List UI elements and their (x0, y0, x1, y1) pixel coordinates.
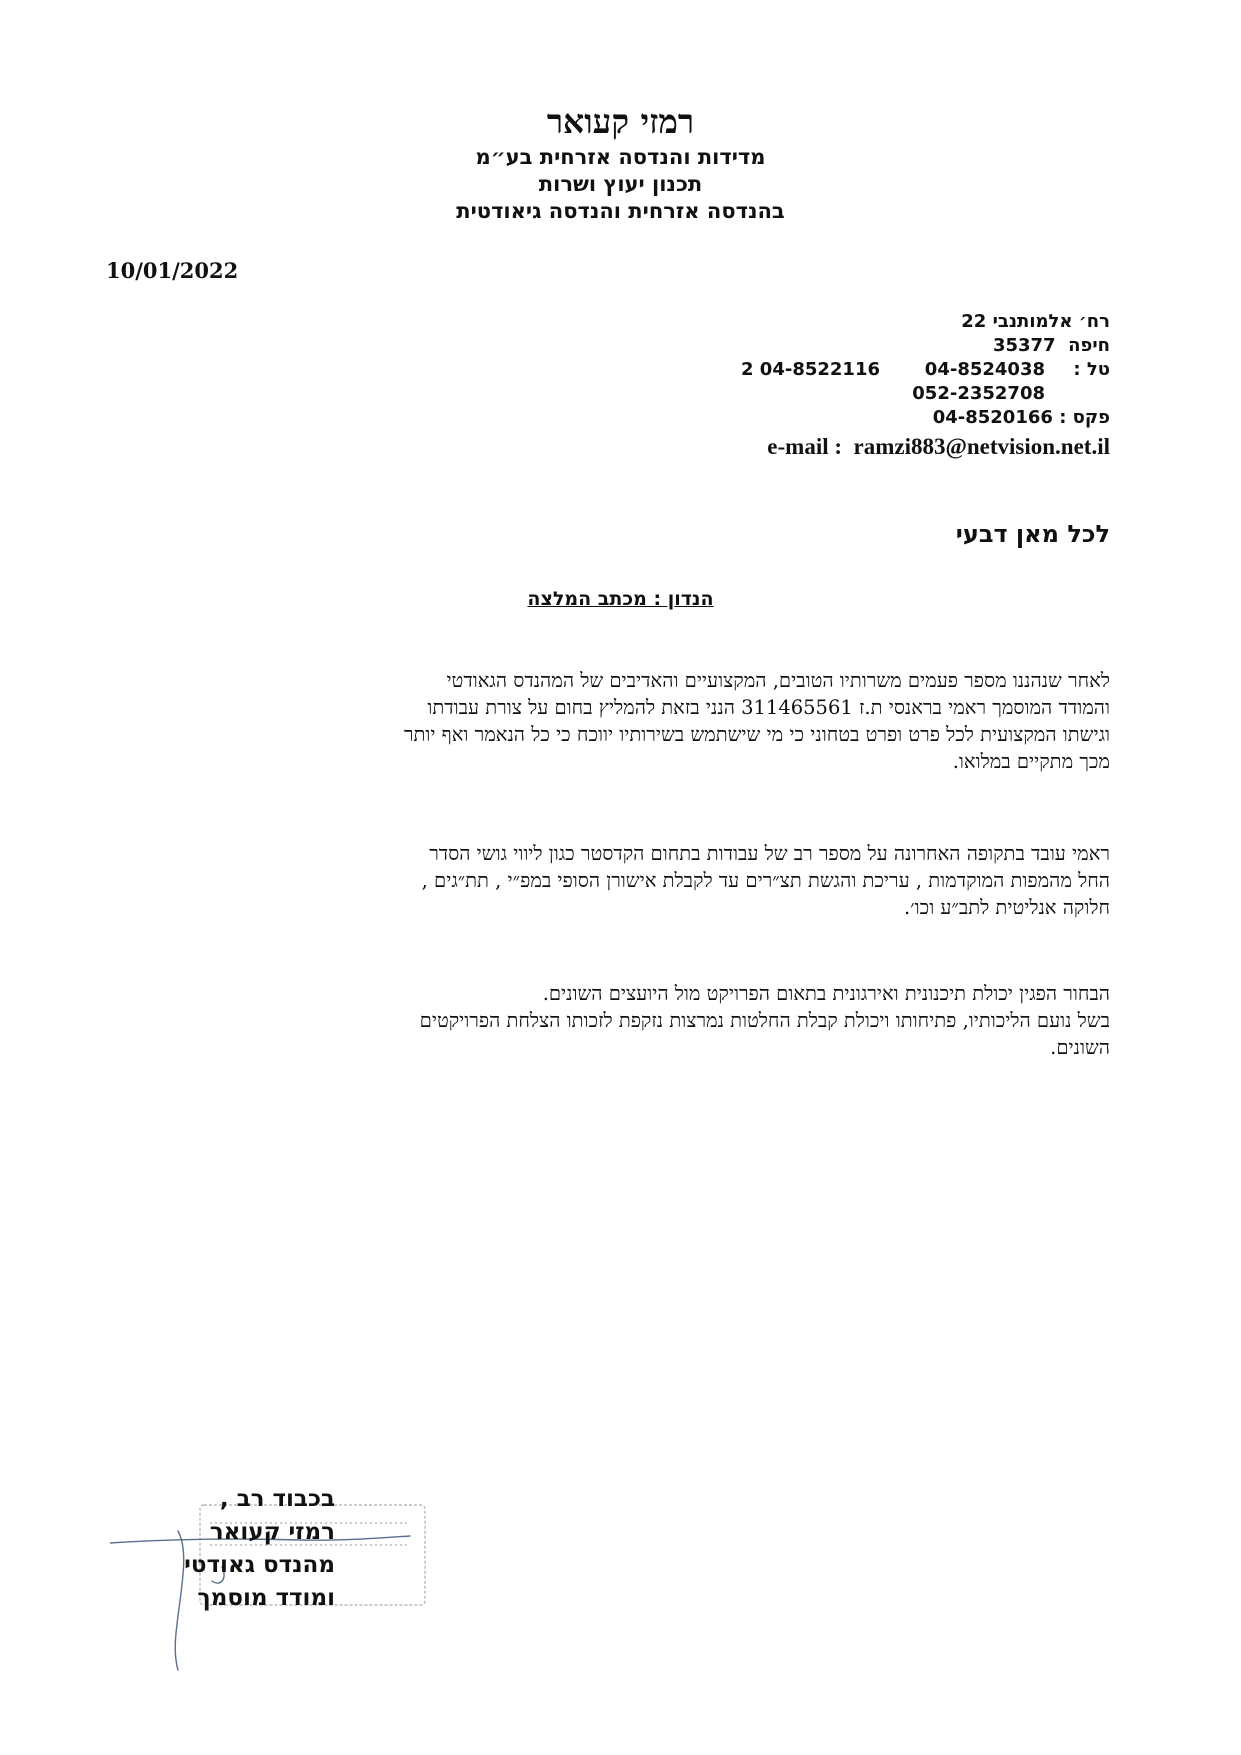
email-label: e-mail : (767, 434, 843, 459)
address-zip: 35377 (992, 335, 1056, 356)
signer-title-1: מהנדס גאודטי (184, 1552, 335, 1578)
contact-block (490, 310, 1110, 462)
paragraph-line: לאחר שנהננו מספר פעמים משרותיו הטובים, המקצועיים והאדיבים של המהנדס הגאודטי (446, 669, 1110, 692)
company-line-2: תכנון יעוץ ושרות (538, 172, 703, 196)
address-city: חיפה (1068, 335, 1110, 356)
paragraph-line: בשל נועם הליכותיו, פתיחותו ויכולת קבלת החלטות נמרצות נזקפת לזכותו הצלחת הפרויקטים (419, 1009, 1110, 1032)
email-row (490, 432, 1110, 462)
paragraph-line: השונים. (1050, 1036, 1110, 1059)
paragraph-line: והמודד המוסמך ראמי בראנסי ת.ז 311465561 הנני בזאת להמליץ בחום על צורת עבודתו (427, 696, 1110, 719)
signature-text (110, 1483, 335, 1615)
subject-line (0, 588, 1241, 610)
phone-number-1: 04-8524038 (924, 359, 1045, 380)
email-address: ramzi883@netvision.net.il (853, 434, 1110, 459)
paragraph-line: הבחור הפגין יכולת תיכנונית ואירגונית בתאום הפרויקט מול היועצים השונים. (542, 982, 1110, 1005)
fax-row (490, 406, 1110, 430)
phone-number-2: 2 04-8522116 (741, 359, 880, 380)
paragraph-line: וגישתו המקצועית לכל פרט ופרט בטחוני כי מי שישתמש בשירותיו יווכח כי כל הנאמר ואף יותר (403, 723, 1110, 746)
mobile-number: 052-2352708 (912, 383, 1045, 404)
paragraph-line: החל מהמפות המוקדמות , עריכת והגשת תצ״רים עד לקבלת אישורן הסופי במפ״י , תת״גים , (421, 869, 1110, 892)
paragraph-line: מכך מתקיים במלואו. (952, 750, 1110, 773)
signer-name: רמזי קעואר (209, 1519, 335, 1545)
letterhead (0, 100, 1241, 225)
address-street: רח׳ אלמותנבי 22 (961, 311, 1110, 332)
paragraph-2 (100, 840, 1110, 921)
mobile-row (490, 382, 1110, 406)
fax-number: 04-8520166 (932, 407, 1053, 428)
company-line-3: בהנדסה אזרחית והנדסה גיאודטית (456, 199, 785, 223)
signature-block (110, 1483, 470, 1673)
company-line-1: מדידות והנדסה אזרחית בע״מ (475, 145, 766, 169)
fax-label: פקס : (1059, 407, 1110, 428)
paragraph-3 (100, 980, 1110, 1061)
letter-date: 10/01/2022 (106, 258, 239, 283)
paragraph-line: חלוקה אנליטית לתב״ע וכו׳. (903, 896, 1110, 919)
phone-label: טל : (1073, 359, 1110, 380)
company-name: רמזי קעואר (546, 102, 695, 141)
signer-title-2: ומודד מוסמך (197, 1585, 335, 1611)
phone-row (490, 358, 1110, 382)
closing-text: בכבוד רב , (219, 1486, 335, 1512)
subject-text: הנדון : מכתב המלצה (527, 588, 714, 610)
paragraph-line: ראמי עובד בתקופה האחרונה על מספר רב של עבודות בתחום הקדסטר כגון ליווי גושי הסדר (429, 842, 1110, 865)
greeting: לכל מאן דבעי (955, 520, 1110, 548)
address-city-row (490, 334, 1110, 358)
paragraph-1 (100, 667, 1110, 775)
